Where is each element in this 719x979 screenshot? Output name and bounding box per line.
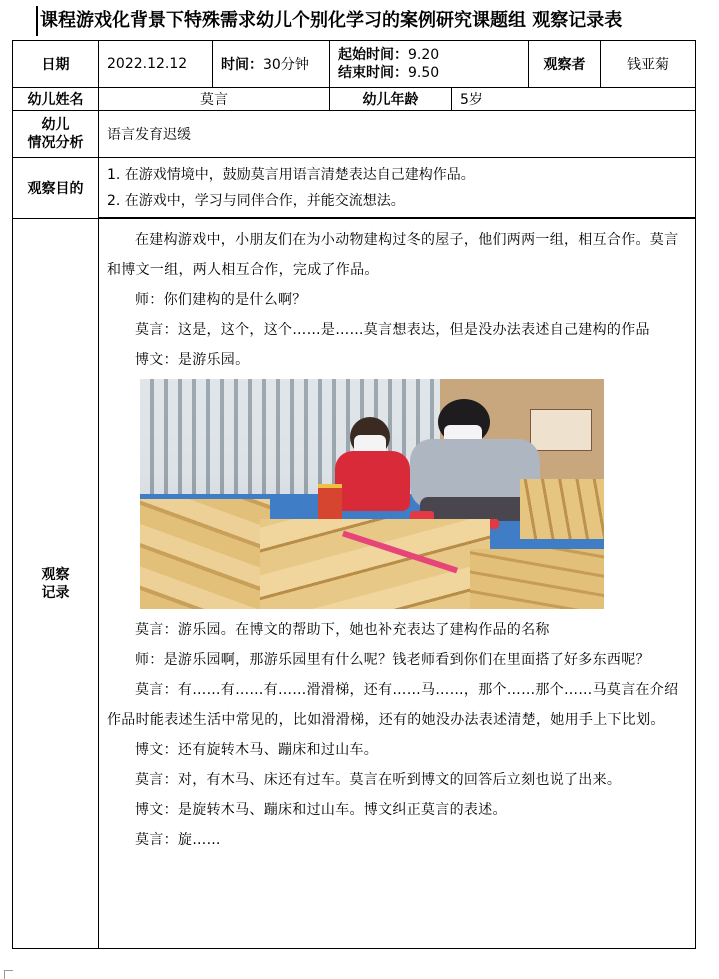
- page-title: 课程游戏化背景下特殊需求幼儿个别化学习的案例研究课题组 观察记录表: [36, 6, 710, 36]
- record-paragraph: 博文：是旋转木马、蹦床和过山车。博文纠正莫言的表述。: [135, 802, 507, 818]
- red-can: [318, 484, 342, 522]
- purpose-list: [98, 157, 696, 218]
- child-name-label: 幼儿姓名: [12, 87, 99, 111]
- record-paragraph: 莫言：对，有木马、床还有过车。莫言在听到博文的回答后立刻也说了出来。: [135, 772, 622, 788]
- duration-value: 30分钟: [263, 57, 309, 73]
- record-paragraph: 在建构游戏中，小朋友们在为小动物建构过冬的屋子，他们两两一组，相互合作。莫言和博文一组，两人相互合作，完成了作品。: [107, 232, 679, 278]
- analysis-label-line1: 幼儿: [41, 117, 70, 133]
- purpose-label: 观察目的: [12, 157, 99, 219]
- date-label: 日期: [12, 40, 99, 88]
- wood-arch: [520, 479, 604, 539]
- duration-cell: [212, 40, 330, 88]
- observer-label: 观察者: [528, 40, 601, 88]
- boy-pants: [420, 497, 530, 521]
- record-paragraph: 莫言：有……有……有……滑滑梯，还有……马……，那个……那个……马莫言在介绍作品时能表述生活中常见的，比如滑滑梯，还有的她没办法表述清楚，她用手上下比划。: [107, 682, 679, 728]
- record-paragraph: 博文：是游乐园。: [135, 352, 250, 368]
- wood-blocks-center: [260, 519, 490, 609]
- child-age-value: 5岁: [451, 87, 696, 111]
- purpose-item-2: 2. 在游戏中，学习与同伴合作，并能交流想法。: [107, 193, 405, 209]
- record-paragraph: 师：你们建构的是什么啊？: [135, 292, 307, 308]
- start-time: [338, 46, 439, 64]
- record-paragraph: 师：是游乐园啊，那游乐园里有什么呢？钱老师看到你们在里面搭了好多东西呢？: [135, 652, 650, 668]
- child-name-value: 莫言: [98, 87, 330, 111]
- time-range-cell: [329, 40, 529, 88]
- start-value: 9.20: [408, 47, 440, 63]
- red-jacket: [335, 451, 410, 511]
- record-label: [12, 218, 99, 949]
- analysis-label: [12, 110, 99, 158]
- child-age-label: 幼儿年龄: [329, 87, 452, 111]
- record-label-line2: 记录: [41, 584, 70, 601]
- end-value: 9.50: [408, 65, 440, 81]
- date-value: 2022.12.12: [98, 40, 213, 88]
- observer-value: 钱亚菊: [600, 40, 696, 88]
- purpose-item-1: 1. 在游戏情境中，鼓励莫言用语言清楚表达自己建构作品。: [107, 167, 475, 183]
- record-label-line1: 观察: [41, 566, 70, 583]
- duration-label: 时间：: [221, 57, 263, 73]
- start-label: 起始时间：: [338, 47, 408, 63]
- wood-blocks-right: [470, 549, 604, 609]
- wood-blocks-left: [140, 499, 270, 609]
- record-paragraph: 莫言：旋……: [135, 832, 221, 848]
- analysis-value: 语言发育迟缓: [98, 110, 696, 158]
- analysis-label-line2: 情况分析: [27, 135, 84, 151]
- record-paragraph: 莫言：这是，这个，这个……是……莫言想表达，但是没办法表述自己建构的作品: [135, 322, 650, 338]
- record-body: [98, 218, 696, 949]
- record-paragraph: 莫言：游乐园。在博文的帮助下，她也补充表达了建构作品的名称: [135, 622, 550, 638]
- children-building-photo: [140, 379, 604, 609]
- end-time: [338, 64, 439, 82]
- end-label: 结束时间：: [338, 65, 408, 81]
- page-corner-mark: [4, 970, 13, 979]
- board-paper: [530, 409, 592, 451]
- record-paragraph: 博文：还有旋转木马、蹦床和过山车。: [135, 742, 379, 758]
